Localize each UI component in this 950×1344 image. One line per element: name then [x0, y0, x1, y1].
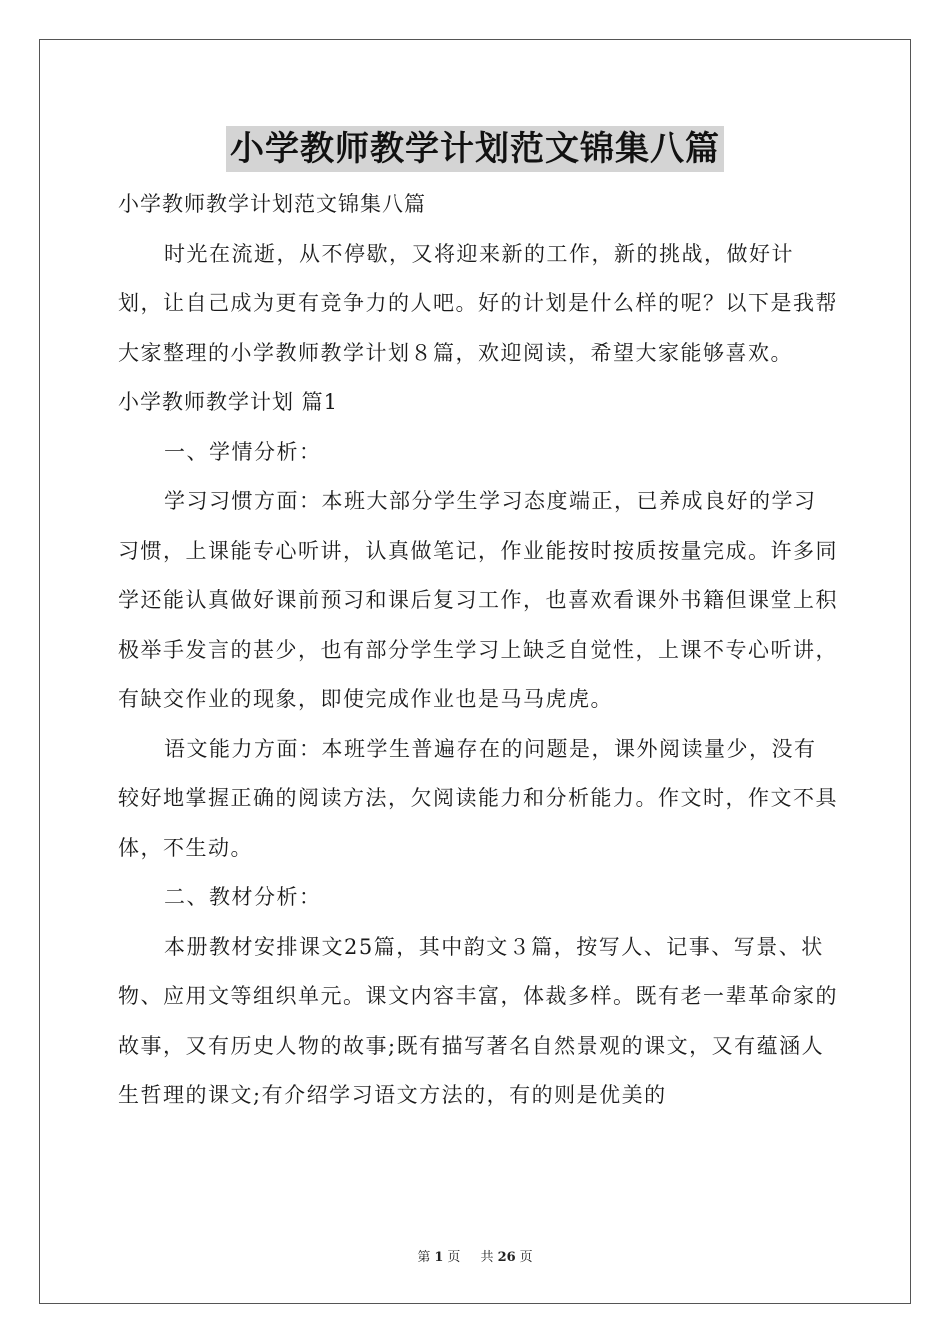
total-page-number: 26: [497, 1250, 516, 1265]
page-indicator: 第 1 页: [417, 1250, 461, 1265]
paragraph: 学习习惯方面：本班大部分学生学习态度端正，已养成良好的学习习惯，上课能专心听讲，认真做笔记，作业能按时按质按量完成。许多同学还能认真做好课前预习和课后复习工作，也喜欢看课外书籍但课堂上积极举手发言的甚少，也有部分学生学习上缺乏自觉性，上课不专心听讲，有缺交作业的现象，即使完成作业也是马马虎虎。: [118, 489, 838, 711]
paragraph: 语文能力方面：本班学生普遍存在的问题是，课外阅读量少，没有较好地掌握正确的阅读方法，欠阅读能力和分析能力。作文时，作文不具体，不生动。: [118, 736, 838, 860]
document-subtitle: 小学教师教学计划范文锦集八篇: [118, 192, 426, 216]
total-pages-indicator: 共 26 页: [480, 1250, 533, 1265]
sub-heading: 一、学情分析：: [164, 439, 322, 464]
sub-heading: 二、教材分析：: [164, 885, 322, 909]
current-page-number: 1: [434, 1250, 444, 1265]
page-footer: [0, 1246, 950, 1265]
document-title-text: 小学教师教学计划范文锦集八篇: [226, 126, 724, 172]
paragraph: 时光在流逝，从不停歇，又将迎来新的工作，新的挑战，做好计划，让自己成为更有竞争力的人吧。好的计划是什么样的呢？以下是我帮大家整理的小学教师教学计划８篇，欢迎阅读，希望大家能够喜欢。: [118, 241, 838, 365]
document-body: [118, 180, 838, 1121]
paragraph: 本册教材安排课文25篇，其中韵文３篇，按写人、记事、写景、状物、应用文等组织单元。课文内容丰富，体裁多样。既有老一辈革命家的故事，又有历史人物的故事;既有描写著名自然景观的课文，又有蕴涵人生哲理的课文;有介绍学习语文方法的，有的则是优美的: [118, 934, 838, 1107]
document-title: [0, 126, 950, 172]
section-heading: 小学教师教学计划 篇1: [118, 390, 339, 414]
